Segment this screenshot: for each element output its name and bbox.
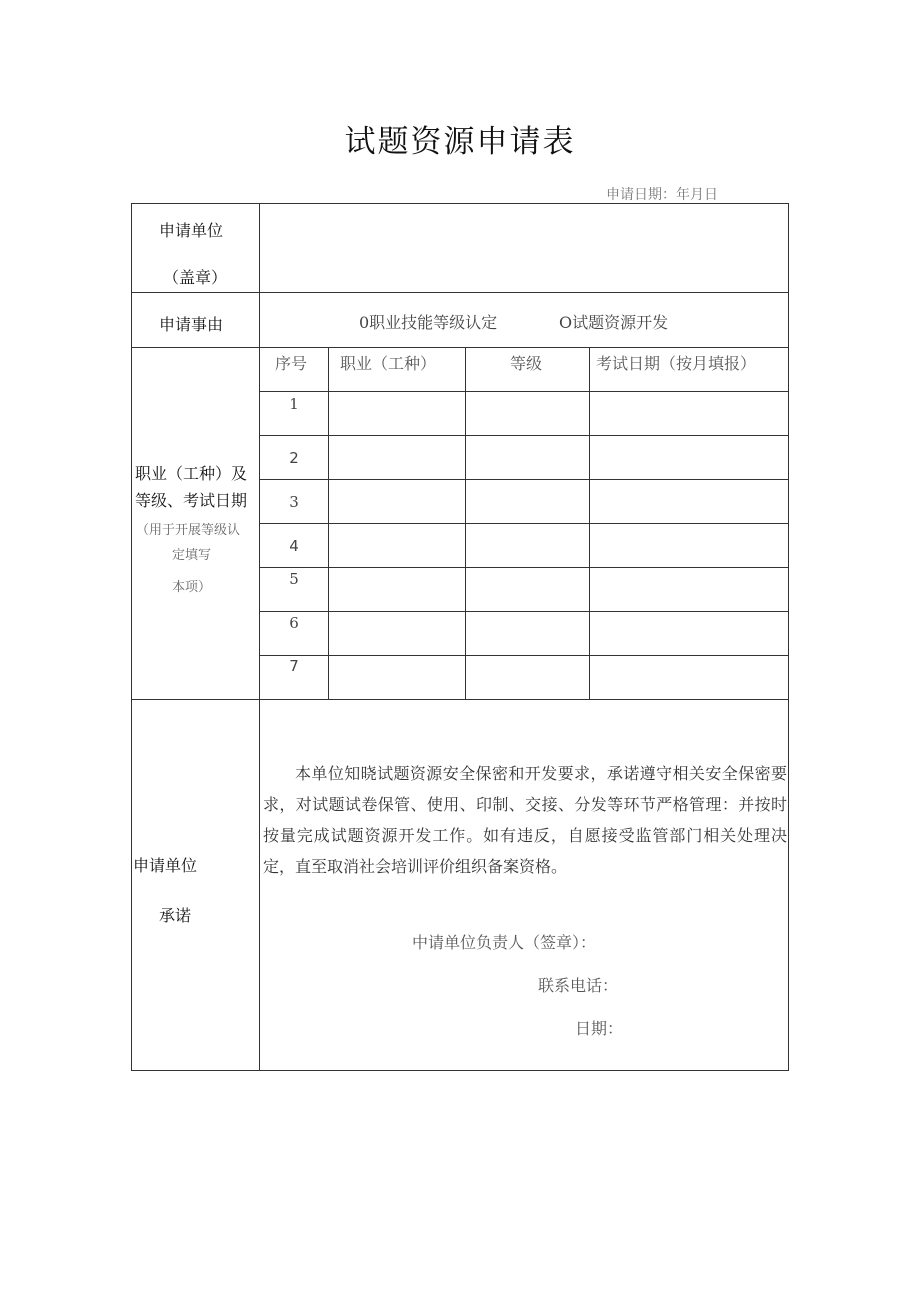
row-number-1: 1: [289, 395, 299, 413]
grid-row-divider: [259, 479, 789, 480]
grid-row-divider: [259, 435, 789, 436]
row-number-5: 5: [289, 570, 299, 588]
reason-label: 申请事由: [159, 315, 224, 334]
occupation-label: 职业（工种）及: [135, 464, 248, 483]
row-divider: [131, 347, 789, 348]
occupation-hint: （用于开展等级认: [136, 523, 241, 538]
commitment-date: 日期：: [575, 1019, 624, 1038]
header-level: 等级: [510, 354, 543, 373]
grid-row-divider: [259, 567, 789, 568]
unit-seal-label: （盖章）: [163, 268, 228, 287]
table-border-bottom: [131, 1070, 789, 1071]
header-serial: 序号: [275, 354, 308, 373]
contact-phone: 联系电话：: [538, 976, 619, 995]
option-resource-development[interactable]: O试题资源开发: [559, 313, 669, 332]
row-divider: [131, 699, 789, 700]
table-border-right: [788, 203, 789, 1071]
option-skill-certification[interactable]: 0职业技能等级认定: [359, 313, 498, 332]
row-number-3: 3: [289, 493, 299, 511]
commitment-label-line2: 承诺: [159, 906, 192, 925]
occupation-hint-line2: 定填写: [172, 548, 212, 563]
row-divider: [131, 292, 789, 293]
grid-row-divider: [259, 611, 789, 612]
occupation-hint-line3: 本项）: [172, 580, 212, 595]
header-exam-date: 考试日期（按月填报）: [596, 354, 757, 373]
grid-row-divider: [259, 655, 789, 656]
commitment-label: 申请单位: [133, 856, 198, 875]
grid-row-divider: [259, 523, 789, 524]
row-number-2: 2: [289, 449, 299, 467]
page-title: 试题资源申请表: [344, 124, 576, 160]
occupation-label-line2: 等级、考试日期: [135, 491, 248, 510]
responsible-signature: 中请单位负责人（签章）：: [412, 933, 597, 952]
label-column-divider: [259, 203, 260, 1071]
row-number-7: 7: [289, 657, 299, 675]
unit-label: 申请单位: [159, 221, 224, 240]
row-number-4: 4: [289, 537, 299, 555]
row-number-6: 6: [289, 614, 299, 632]
grid-row-divider: [259, 391, 789, 392]
commitment-text: 本单位知晓试题资源安全保密和开发要求，承诺遵守相关安全保密要求，对试题试卷保管、使用、印制、交接、分发等环节严格管理：并按时按量完成试题资源开发工作。如有违反，自愿接受监管部门相关处理决定，直至取消社会培训评价组织备案资格。: [263, 764, 787, 876]
unit-value-field[interactable]: [260, 204, 788, 292]
apply-date: 申请日期：年月日: [606, 187, 718, 203]
header-occupation: 职业（工种）: [340, 354, 437, 373]
table-border-left: [131, 203, 132, 1071]
